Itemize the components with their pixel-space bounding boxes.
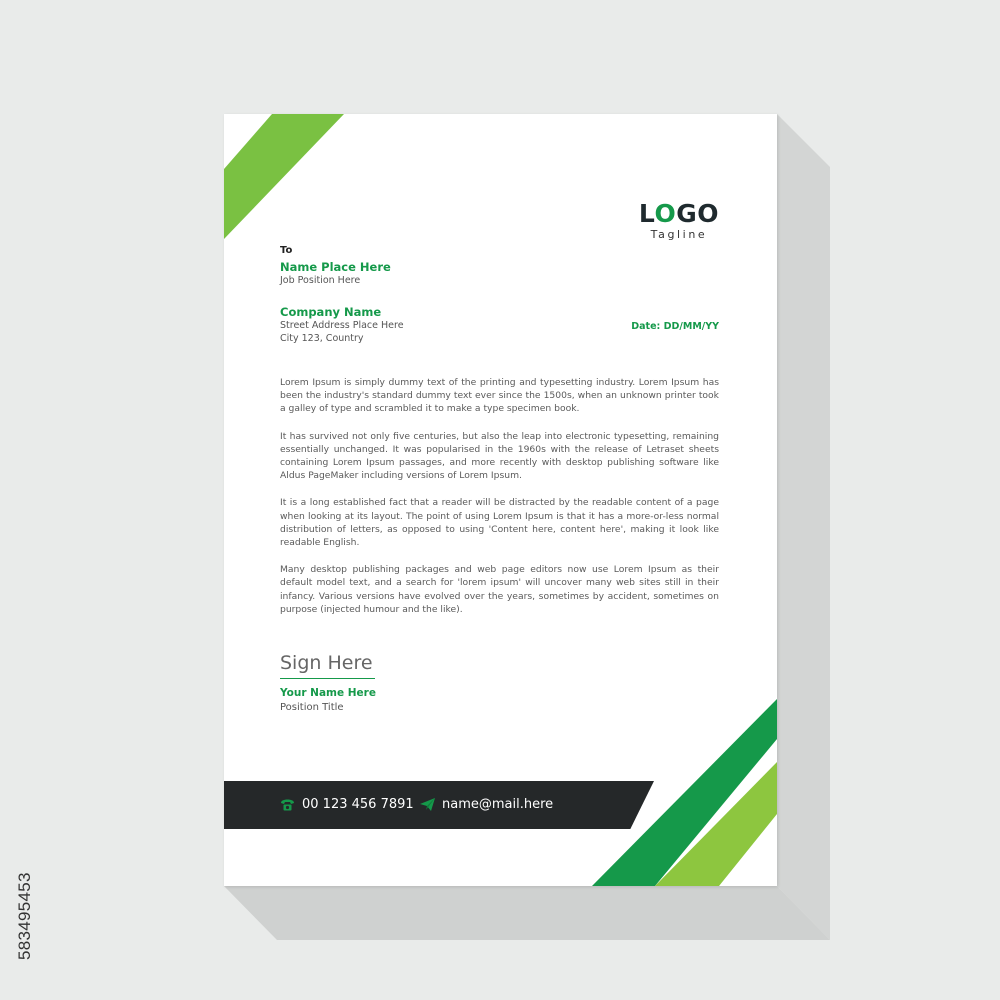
- email-address: name@mail.here: [442, 797, 554, 812]
- to-label: To: [280, 245, 293, 256]
- recipient-name: Name Place Here: [280, 260, 391, 274]
- street-address: Street Address Place Here: [280, 320, 404, 331]
- stock-id-text: 583495453: [15, 872, 34, 960]
- body-paragraph: It has survived not only five centuries, but also the leap into electronic typesetting, remaining essentially unchanged. It was popularised in the 1960s with the release of Letraset sheets containing Lorem Ipsum passages, and more recently with desktop publishing software like Aldus PageMaker including versions of Lorem Ipsum.: [280, 430, 719, 482]
- letterhead-page: [224, 114, 777, 886]
- signer-position: Position Title: [280, 702, 344, 713]
- stock-id-label: [13, 760, 33, 960]
- signature-block: [280, 652, 376, 713]
- sign-here-line: Sign Here: [280, 652, 375, 679]
- logo-tagline: Tagline: [650, 228, 708, 241]
- phone-icon: [280, 799, 295, 811]
- letter-body: [280, 376, 719, 630]
- recipient-job: Job Position Here: [280, 275, 361, 286]
- date-label: Date: DD/MM/YY: [631, 321, 719, 332]
- signer-name: Your Name Here: [280, 687, 376, 699]
- body-paragraph: Lorem Ipsum is simply dummy text of the printing and typesetting industry. Lorem Ipsum has been the industry's standard dummy text ever since the 1500s, when an unknown printer took a galley of type and scrambled it to make a type specimen book.: [280, 377, 719, 415]
- top-left-green-stripe: [224, 114, 344, 239]
- phone-number: 00 123 456 7891: [302, 797, 414, 812]
- body-paragraph: It is a long established fact that a reader will be distracted by the readable content of a page when looking at its layout. The point of using Lorem Ipsum is that it has a more-or-less normal distribution of letters, as opposed to using 'Content here, content here', making it look like readable English.: [280, 497, 719, 549]
- city-country: City 123, Country: [280, 333, 364, 344]
- company-name: Company Name: [280, 305, 382, 319]
- recipient-block: [280, 245, 404, 345]
- footer-phone: [280, 797, 414, 812]
- logo: [639, 200, 719, 241]
- logo-wordmark: LOGO: [638, 199, 719, 228]
- body-paragraph: Many desktop publishing packages and web page editors now use Lorem Ipsum as their default model text, and a search for 'lorem ipsum' will uncover many web sites still in their infancy. Various versions have evolved over the years, sometimes by accident, sometimes on purpose (injected humour and the like).: [280, 564, 719, 615]
- paper-plane-icon: [420, 798, 435, 811]
- footer-email: [420, 797, 553, 812]
